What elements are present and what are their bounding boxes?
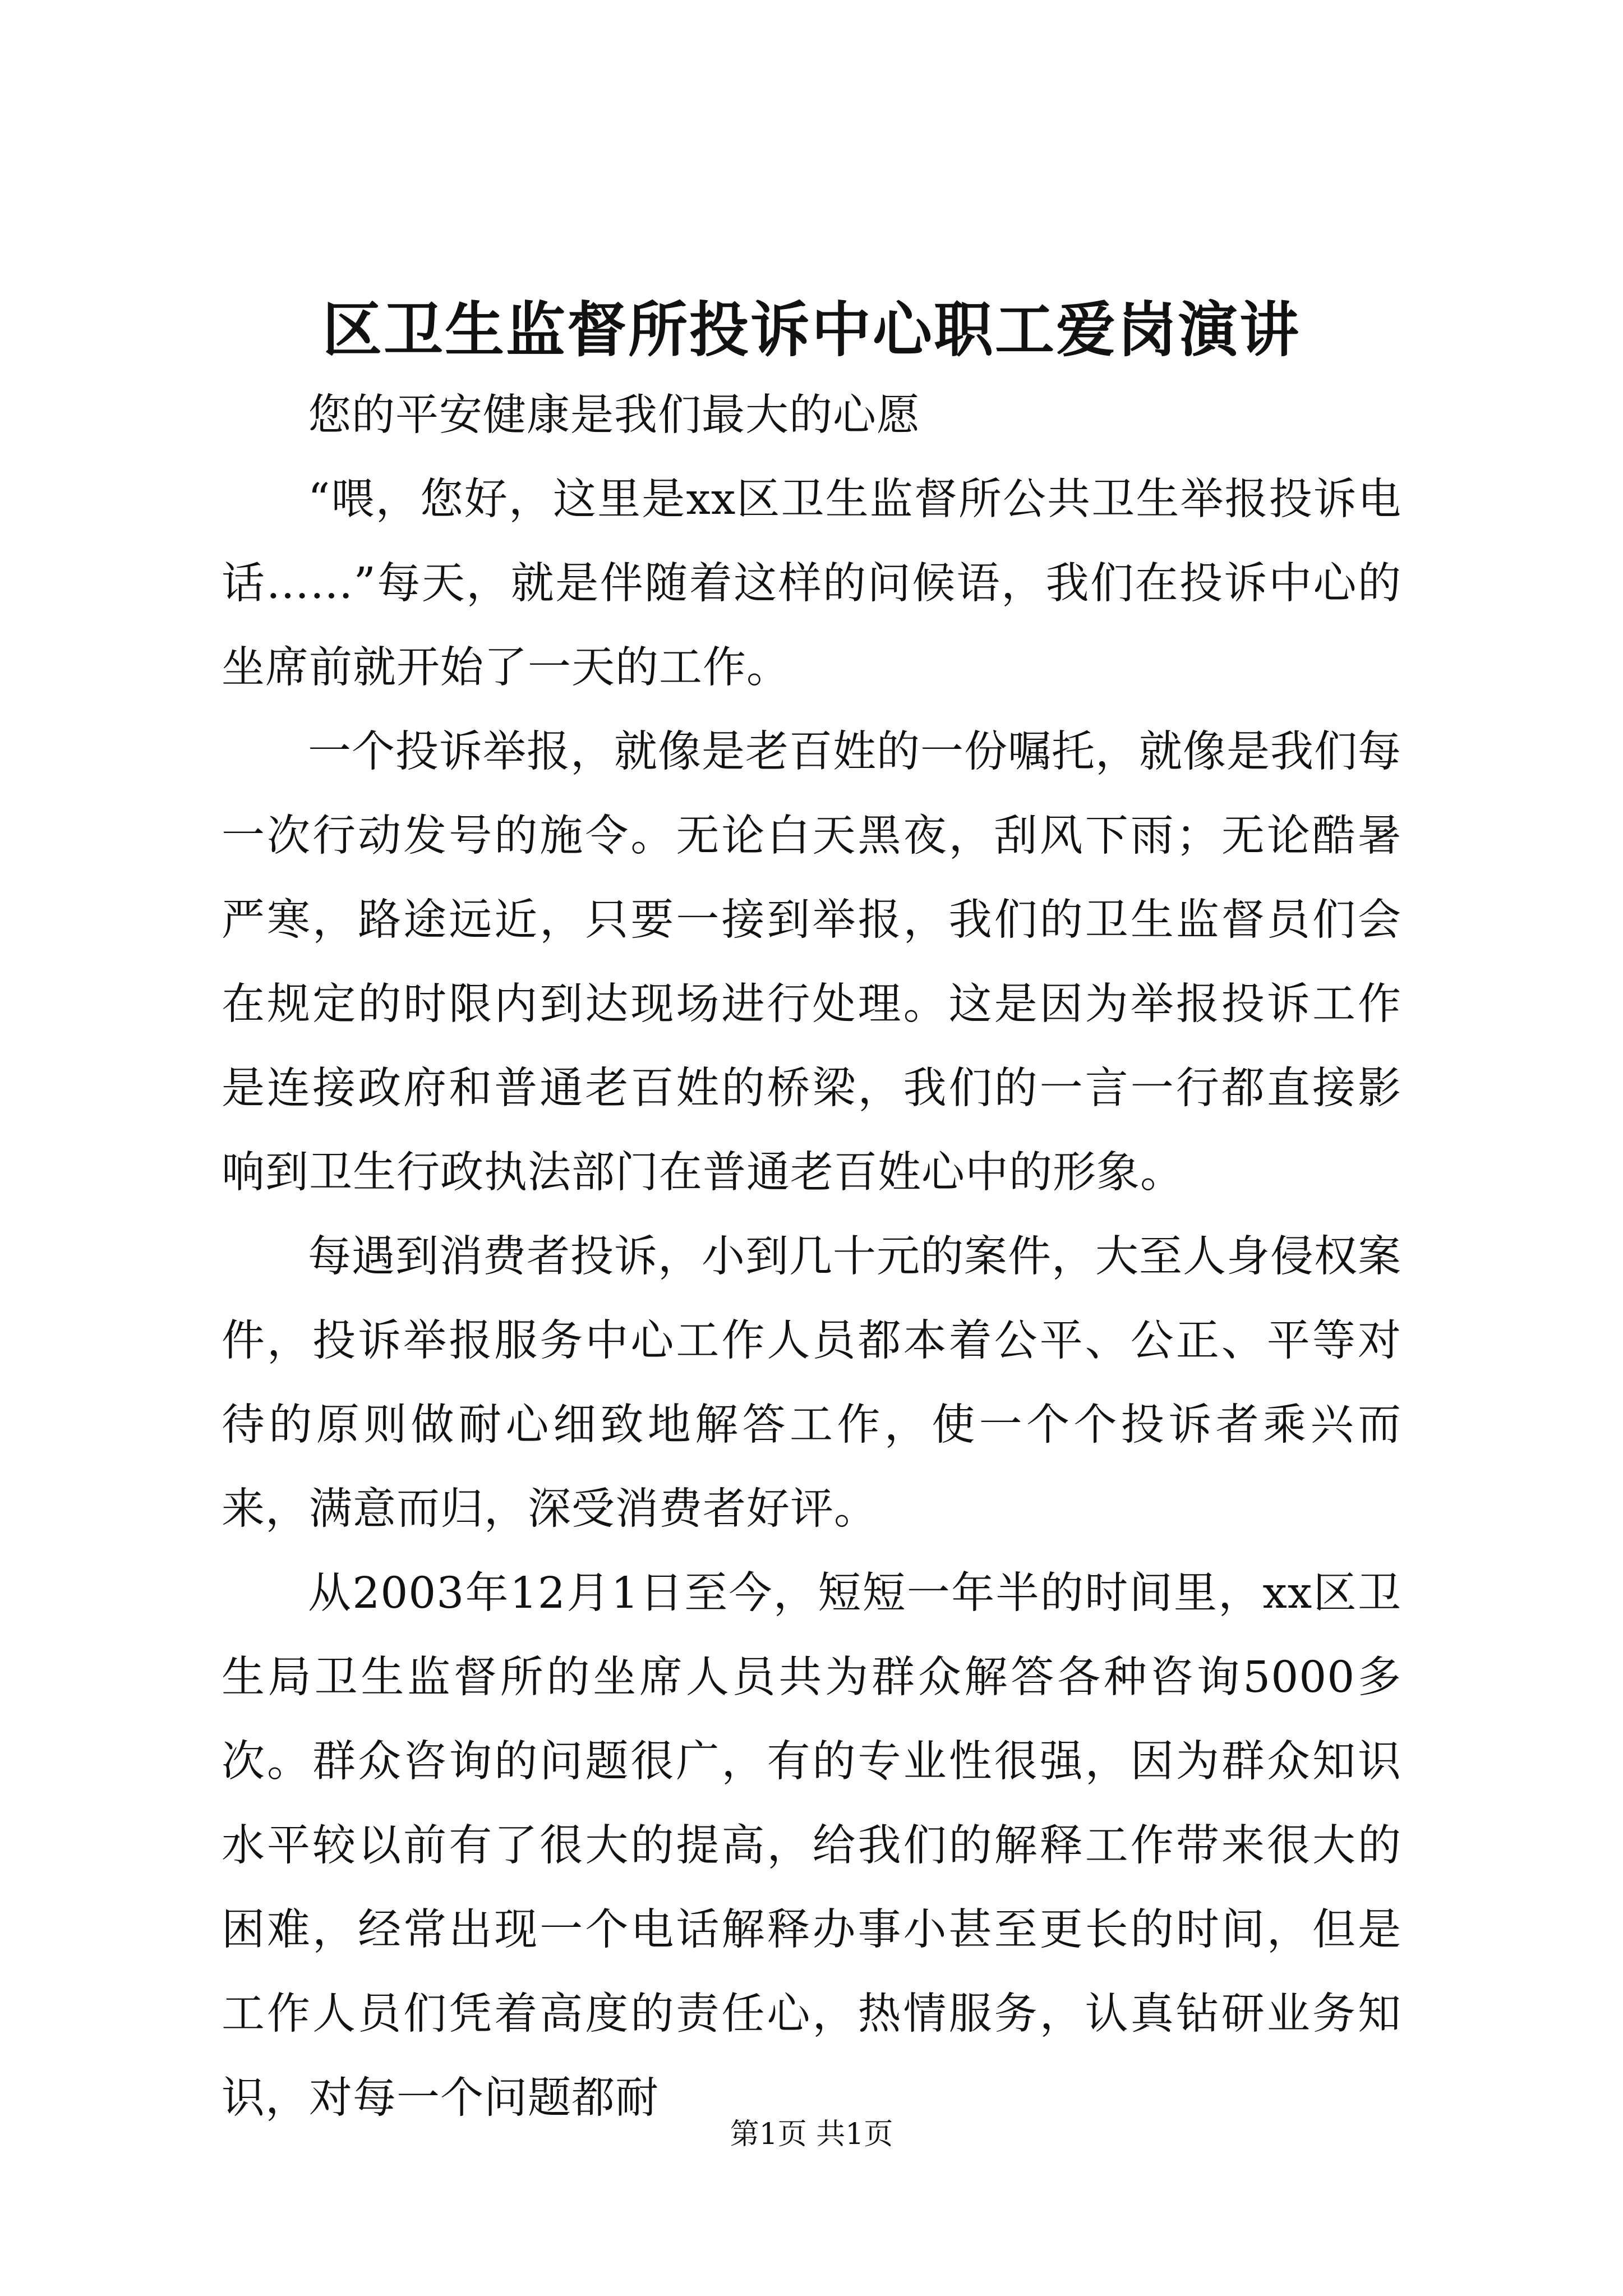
document-title: 区卫生监督所投诉中心职工爱岗演讲 (322, 295, 1301, 365)
document-body (222, 374, 1401, 2123)
paragraph-subtitle: 您的平安健康是我们最大的心愿 (308, 390, 920, 440)
paragraph-complaint-duty: 一个投诉举报，就像是老百姓的一份嘱托，就像是我们每一次行动发号的施令。无论白天黑夜，刮风下雨；无论酷暑严寒，路途远近，只要一接到举报，我们的卫生监督员们会在规定的时限内到达现场进行处理。这是因为举报投诉工作是连接政府和普通老百姓的桥梁，我们的一言一行都直接影响到卫生行政执法部门在普通老百姓心中的形象。 (222, 727, 1401, 1198)
page-footer: 第1页 共1页 (730, 2118, 893, 2151)
paragraph-consumer-complaints: 每遇到消费者投诉，小到几十元的案件，大至人身侵权案件，投诉举报服务中心工作人员都本着公平、公正、平等对待的原则做耐心细致地解答工作，使一个个投诉者乘兴而来，满意而归，深受消费者好评。 (222, 1232, 1401, 1534)
paragraph-consultation-stats: 从2003年12月1日至今，短短一年半的时间里，xx区卫生局卫生监督所的坐席人员共为群众解答各种咨询5000多次。群众咨询的问题很广，有的专业性很强，因为群众知识水平较以前有了很大的提高，给我们的解释工作带来很大的困难，经常出现一个电话解释办事小甚至更长的时间，但是工作人员们凭着高度的责任心，热情服务，认真钻研业务知识，对每一个问题都耐 (222, 1568, 1401, 2123)
paragraph-greeting: “喂，您好，这里是xx区卫生监督所公共卫生举报投诉电话……”每天，就是伴随着这样的问候语，我们在投诉中心的坐席前就开始了一天的工作。 (222, 475, 1401, 693)
